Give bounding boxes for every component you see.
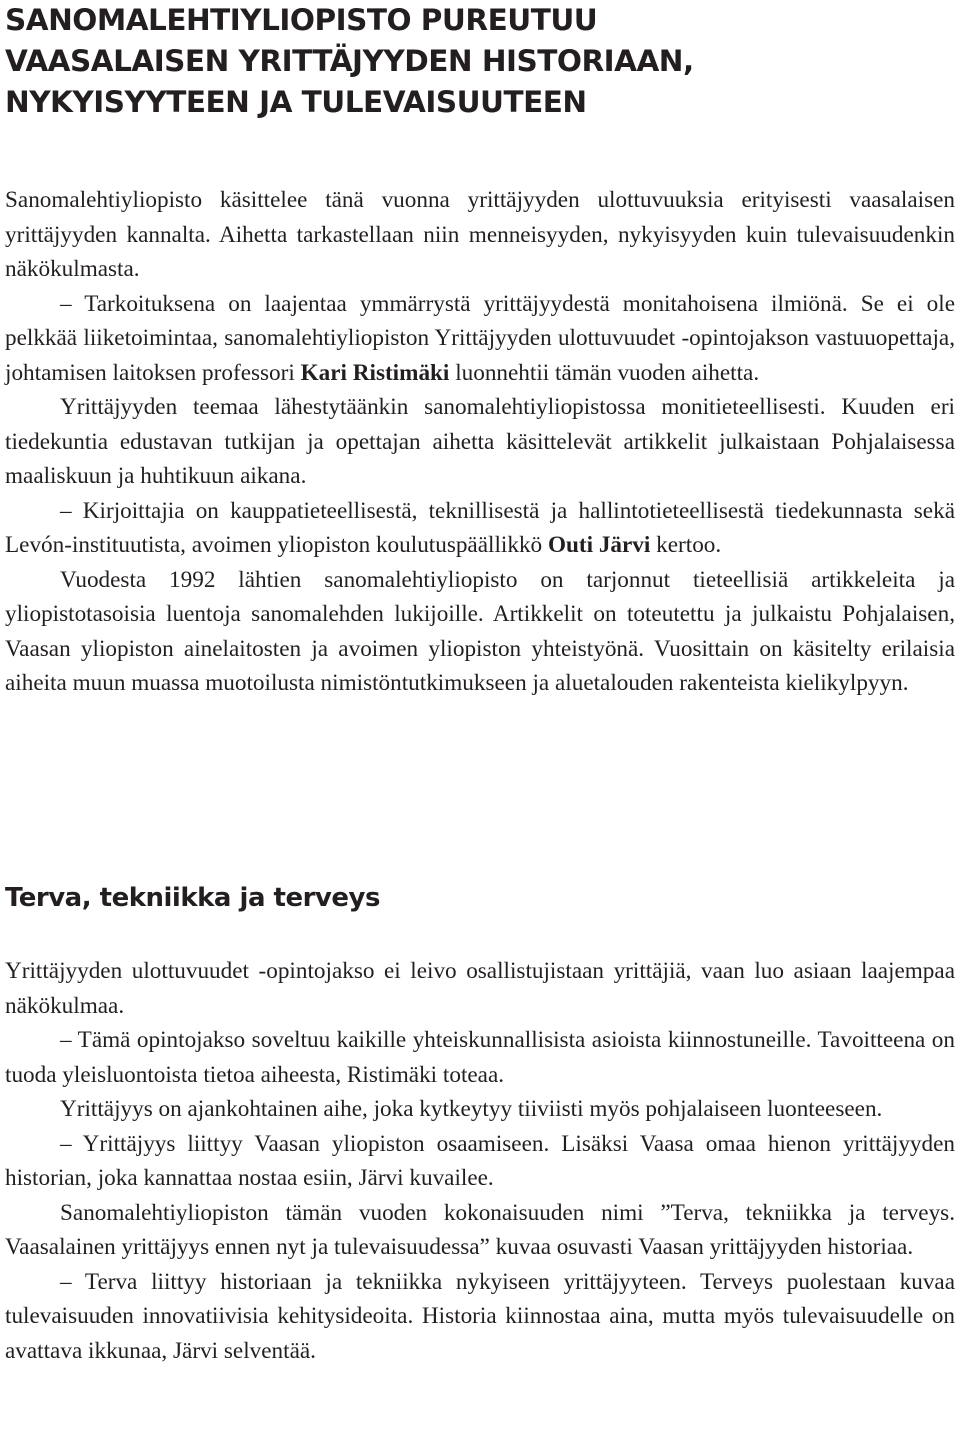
paragraph: [5, 287, 955, 391]
paragraph-text: – Tarkoituksena on laajentaa ymmärrystä yrittäjyydestä monitahoisena ilmiönä. Se ei ole pelkkää liiketoimintaa, sanomalehtiyliopiston Yrittäjyyden ulottuvuudet -opintojakson vastuuopettaja, johtamisen laitoksen professori: [5, 290, 955, 386]
section-1: [5, 183, 955, 701]
title-line-1: SANOMALEHTIYLIOPISTO PUREUTUU: [5, 3, 598, 37]
person-name: Outi Järvi: [547, 532, 651, 558]
person-name: Kari Ristimäki: [300, 359, 450, 386]
paragraph: – Tämä opintojakso soveltuu kaikille yhteiskunnallisista asioista kiinnostuneille. Tavoitteena on tuoda yleisluontoista tietoa aiheesta, Ristimäki toteaa.: [5, 1027, 955, 1088]
paragraph: Sanomalehtiyliopiston tämän vuoden kokonaisuuden nimi ”Terva, tekniikka ja terveys. Vaasalainen yrittäjyys ennen nyt ja tulevaisuudessa” kuvaa osuvasti Vaasan yrittäjyyden historiaa.: [5, 1199, 955, 1260]
article: [5, 0, 955, 1364]
paragraph: Sanomalehtiyliopisto käsittelee tänä vuonna yrittäjyyden ulottuvuuksia erityisesti vaasalaisen yrittäjyyden kannalta. Aihetta tarkastellaan niin menneisyyden, nykyisyyden kuin tulevaisuudenkin näkökulmasta.: [5, 187, 955, 282]
paragraph-text: – Kirjoittajia on kauppatieteellisestä, teknillisestä ja hallintotieteellisestä tiedekunnasta sekä Levón-instituutista, avoimen yliopiston koulutuspäällikkö: [5, 497, 955, 558]
paragraph: Yrittäjyyden ulottuvuudet -opintojakso ei leivo osallistujistaan yrittäjiä, vaan luo asiaan laajempaa näkökulmaa.: [5, 958, 955, 1019]
title-line-3: NYKYISYYTEEN JA TULEVAISUUTEEN: [5, 85, 587, 119]
article-title: [5, 0, 955, 123]
paragraph: Vuodesta 1992 lähtien sanomalehtiyliopisto on tarjonnut tieteellisiä artikkeleita ja yliopistotasoisia luentoja sanomalehden lukijoille. Artikkelit on toteutettu ja julkaistu Pohjalaisen, Vaasan yliopiston ainelaitosten ja avoimen yliopiston yhteistyönä. Vuosittain on käsitelty erilaisia aiheita muun muassa muotoilusta nimistöntutkimukseen ja aluetalouden rakenteista kielikylpyyn.: [5, 566, 955, 696]
paragraph: [5, 494, 955, 563]
title-line-2: VAASALAISEN YRITTÄJYYDEN HISTORIAAN,: [5, 44, 694, 78]
paragraph: Yrittäjyyden teemaa lähestytäänkin sanomalehtiyliopistossa monitieteellisesti. Kuuden eri tiedekuntia edustavan tutkijan ja opettajan aihetta käsittelevät artikkelit julkaistaan Pohjalaisessa maaliskuun ja huhtikuun aikana.: [5, 394, 955, 489]
section-2: [5, 954, 955, 1368]
paragraph-text: luonnehtii tämän vuoden aihetta.: [449, 359, 760, 386]
paragraph-text: kertoo.: [650, 532, 722, 558]
paragraph: – Terva liittyy historiaan ja tekniikka nykyiseen yrittäjyyteen. Terveys puolestaan kuvaa tulevaisuuden innovatiivisia kehitysideoita. Historia kiinnostaa aina, mutta myös tulevaisuudelle on avattava ikkunaa, Järvi selventää.: [5, 1268, 955, 1364]
paragraph: Yrittäjyys on ajankohtainen aihe, joka kytkeytyy tiiviisti myös pohjalaiseen luonteeseen.: [60, 1096, 883, 1122]
section-heading: Terva, tekniikka ja terveys: [5, 883, 380, 913]
paragraph: – Yrittäjyys liittyy Vaasan yliopiston osaamiseen. Lisäksi Vaasa omaa hienon yrittäjyyden historian, joka kannattaa nostaa esiin, Järvi kuvailee.: [5, 1130, 955, 1191]
